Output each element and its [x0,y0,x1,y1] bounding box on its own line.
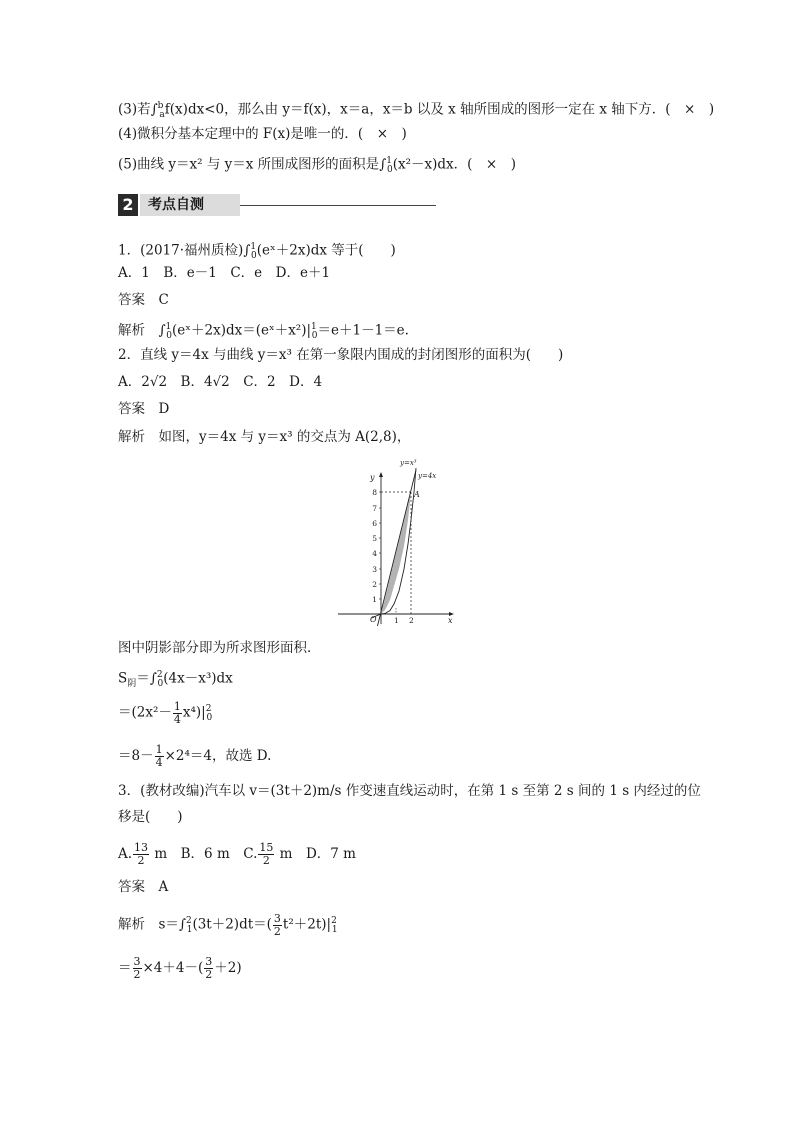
judgment-4: (4)微积分基本定理中的 F(x)是唯一的．( × ) [118,126,407,142]
y-tick: 8 [372,488,377,497]
q2-analysis: 解析 如图，y＝4x 与 y＝x³ 的交点为 A(2,8)， [118,429,411,445]
q2-note: 图中阴影部分即为所求图形面积． [118,640,321,656]
curve-label: y=x³ [400,459,417,467]
y-axis-arrow [379,472,383,477]
q3-stem-2: 移是( ) [118,809,183,825]
q3-options: A. $\frac{13}{2}$ m B．6 m C. $\frac{15}{2}$ m D．7 m [118,841,356,867]
q1-options: A．1 B．e－1 C．e D．e＋1 [118,265,331,281]
section-header [118,194,436,216]
section-number: 2 [118,194,138,216]
q2-step2: ＝(2x²－ $\frac{1}{4}$ $x^4)|^2_0$ [118,699,213,726]
y-tick: 2 [372,580,377,589]
y-tick: 3 [372,565,377,574]
q3-step2: ＝ $\frac{3}{2}$ ×4＋4－( $\frac{3}{2}$ ＋2) [118,955,242,981]
q2-stem: 2．直线 y＝4x 与曲线 y＝x³ 在第一象限内围成的封闭图形的面积为( ) [118,347,564,363]
judgment-5: (5)曲线 y＝x² 与 y＝x 所围成图形的面积是∫$^1_0$(x²－x)dx．( × ) [118,156,516,176]
q3-answer: 答案 A [118,879,169,895]
origin-label: O [370,615,377,624]
q1-analysis: 解析 $\int^1_0(eˣ+2x)dx=(eˣ+x^2)|^1_0=e+1-1=e$. [118,322,409,342]
q3-stem-1: 3．(教材改编)汽车以 v＝(3t＋2)m/s 作变速直线运动时，在第 1 s 至第 2 s 间的 1 s 内经过的位 [118,783,701,799]
line-label: y=4x [418,472,437,480]
q2-answer: 答案 D [118,401,170,417]
y-tick: 1 [372,595,377,604]
x-axis-label: x [448,616,453,625]
x-tick: 1 [394,616,399,625]
q2-step3: ＝8－ $\frac{1}{4}$ ×2⁴＝4，故选 D. [118,743,272,769]
point-label: A [414,490,420,499]
y-tick: 5 [372,534,377,543]
q1-answer: 答案 C [118,292,169,308]
q2-options: A．2√2 B．4√2 C．2 D．4 [118,374,323,390]
judgment-3: (3)若∫$^b_a$f(x)dx<0，那么由 y＝f(x)，x＝a，x＝b 以及 x 轴所围成的图形一定在 x 轴下方．( × ) [118,101,715,121]
section-title: 考点自测 [148,197,204,213]
x-tick: 2 [409,616,414,625]
curve-y-x3 [372,468,416,618]
y-tick: 4 [372,549,377,558]
y-axis-label: y [370,473,375,482]
section-rule [240,205,436,206]
y-ticks [372,488,377,604]
q1-stem: 1．(2017·福州质检)∫$^1_0$(eˣ＋2x)dx 等于( ) [118,242,396,262]
y-tick: 6 [372,519,377,528]
q2-step1: $S_阴=\int^2_0(4x-x^3)dx$ [118,670,233,690]
line-y-4x [376,470,416,626]
q2-figure [336,456,460,626]
y-tick: 7 [372,504,377,513]
q3-analysis: 解析 s＝∫$^2_1$(3t＋2)dt＝( $\frac{3}{2}$ $t^2+2t)|^2_1$ [118,911,338,938]
